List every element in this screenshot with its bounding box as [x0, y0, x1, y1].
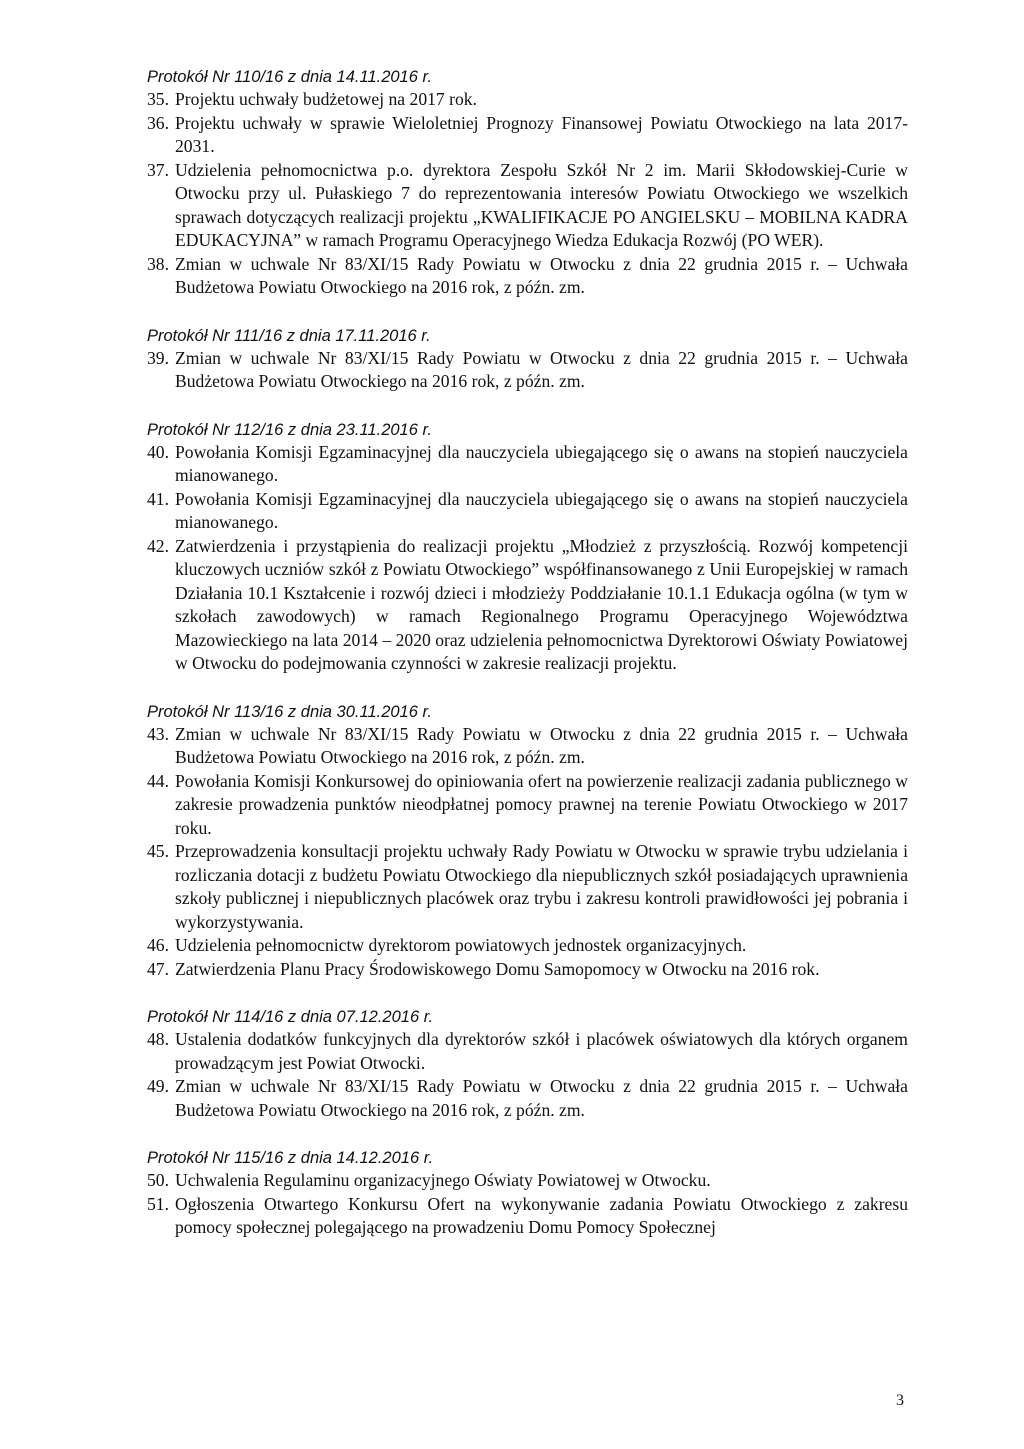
item-number: 51.: [147, 1193, 169, 1214]
item-text: Zmian w uchwale Nr 83/XI/15 Rady Powiatu w Otwocku z dnia 22 grudnia 2015 r. – Uchwała Budżetowa Powiatu Otwockiego na 2016 rok, z późn. zm.: [175, 347, 908, 391]
list-item: [147, 347, 908, 394]
item-text: Powołania Komisji Egzaminacyjnej dla nauczyciela ubiegającego się o awans na stopień nauczyciela mianowanego.: [175, 488, 908, 532]
item-text: Udzielenia pełnomocnictwa p.o. dyrektora Zespołu Szkół Nr 2 im. Marii Skłodowskiej-Curie w Otwocku przy ul. Pułaskiego 7 do reprezentowania interesów Powiatu Otwockiego we wszelkich sprawach dotyczących realizacji projektu „KWALIFIKACJE PO ANGIELSKU – MOBILNA KADRA EDUKACYJNA” w ramach Programu Operacyjnego Wiedza Edukacja Rozwój (PO WER).: [175, 159, 908, 250]
item-text: Zatwierdzenia i przystąpienia do realizacji projektu „Młodzież z przyszłością. Rozwój kompetencji kluczowych uczniów szkół z Powiatu Otwockiego” współfinansowanego z Unii Europejskiej w ramach Działania 10.1 Kształcenie i rozwój dzieci i młodzieży Poddziałanie 10.1.1 Edukacja ogólna (w tym w szkołach zawodowych) w ramach Regionalnego Programu Operacyjnego Województwa Mazowieckiego na lata 2014 – 2020 oraz udzielenia pełnomocnictwa Dyrektorowi Oświaty Powiatowej w Otwocku do podejmowania czynności w zakresie realizacji projektu.: [175, 535, 908, 673]
list-item: [147, 723, 908, 770]
list-item: [147, 1028, 908, 1075]
protocol-section: [147, 66, 908, 300]
list-item: [147, 1193, 908, 1240]
list-item: [147, 770, 908, 841]
item-text: Zatwierdzenia Planu Pracy Środowiskowego Domu Samopomocy w Otwocku na 2016 rok.: [175, 958, 820, 979]
list-item: [147, 112, 908, 159]
protocol-heading: Protokół Nr 112/16 z dnia 23.11.2016 r.: [147, 420, 432, 439]
protocol-heading: Protokół Nr 110/16 z dnia 14.11.2016 r.: [147, 68, 432, 86]
list-item: [147, 253, 908, 300]
item-text: Uchwalenia Regulaminu organizacyjnego Oświaty Powiatowej w Otwocku.: [175, 1170, 711, 1190]
list-item: [147, 535, 908, 676]
item-number: 42.: [147, 535, 169, 556]
protocol-heading: Protokół Nr 113/16 z dnia 30.11.2016 r.: [147, 702, 432, 721]
item-number: 37.: [147, 159, 169, 180]
item-number: 44.: [147, 770, 169, 791]
item-text: Ustalenia dodatków funkcyjnych dla dyrektorów szkół i placówek oświatowych dla których organem prowadzącym jest Powiat Otwocki.: [175, 1029, 908, 1073]
document-page: [147, 66, 908, 1265]
page-number: 3: [896, 1392, 904, 1409]
protocol-heading: Protokół Nr 111/16 z dnia 17.11.2016 r.: [147, 326, 431, 345]
item-number: 43.: [147, 723, 169, 744]
protocol-section: [147, 419, 908, 676]
protocol-heading: Protokół Nr 114/16 z dnia 07.12.2016 r.: [147, 1008, 434, 1026]
item-text: Ogłoszenia Otwartego Konkursu Ofert na wykonywanie zadania Powiatu Otwockiego z zakresu pomocy społecznej polegającego na prowadzeniu Domu Pomocy Społecznej: [175, 1193, 908, 1237]
protocol-section: [147, 1147, 908, 1240]
list-item: [147, 441, 908, 488]
item-number: 47.: [147, 958, 169, 979]
item-text: Zmian w uchwale Nr 83/XI/15 Rady Powiatu w Otwocku z dnia 22 grudnia 2015 r. – Uchwała Budżetowa Powiatu Otwockiego na 2016 rok, z późn. zm.: [175, 723, 908, 767]
item-text: Przeprowadzenia konsultacji projektu uchwały Rady Powiatu w Otwocku w sprawie trybu udzielania i rozliczania dotacji z budżetu Powiatu Otwockiego dla niepublicznych szkół posiadających uprawnienia szkoły publicznej i niepublicznych placówek oraz trybu i zakresu kontroli prawidłowości jej pobrania i wykorzystywania.: [175, 841, 908, 932]
item-text: Powołania Komisji Egzaminacyjnej dla nauczyciela ubiegającego się o awans na stopień nauczyciela mianowanego.: [175, 441, 908, 485]
item-number: 39.: [147, 347, 169, 368]
item-number: 50.: [147, 1170, 169, 1190]
list-item: [147, 1169, 908, 1193]
list-item: [147, 159, 908, 253]
protocol-heading: Protokół Nr 115/16 z dnia 14.12.2016 r.: [147, 1149, 434, 1167]
item-text: Powołania Komisji Konkursowej do opiniowania ofert na powierzenie realizacji zadania publicznego w zakresie prowadzenia punktów nieodpłatnej pomocy prawnej na terenie Powiatu Otwockiego w 2017 roku.: [175, 770, 908, 838]
list-item: [147, 1075, 908, 1122]
item-number: 49.: [147, 1076, 169, 1096]
item-text: Udzielenia pełnomocnictw dyrektorom powiatowych jednostek organizacyjnych.: [175, 935, 747, 955]
item-text: Zmian w uchwale Nr 83/XI/15 Rady Powiatu w Otwocku z dnia 22 grudnia 2015 r. – Uchwała Budżetowa Powiatu Otwockiego na 2016 rok, z późn. zm.: [175, 253, 908, 297]
item-number: 40.: [147, 441, 169, 462]
item-number: 38.: [147, 253, 169, 274]
protocol-section: [147, 1006, 908, 1122]
list-item: [147, 934, 908, 958]
item-number: 36.: [147, 112, 169, 133]
list-item: [147, 958, 908, 982]
item-number: 48.: [147, 1029, 169, 1049]
item-number: 41.: [147, 488, 169, 509]
list-item: [147, 488, 908, 535]
list-item: [147, 840, 908, 934]
protocol-section: [147, 701, 908, 982]
item-text: Zmian w uchwale Nr 83/XI/15 Rady Powiatu w Otwocku z dnia 22 grudnia 2015 r. – Uchwała Budżetowa Powiatu Otwockiego na 2016 rok, z późn. zm.: [175, 1076, 908, 1120]
item-number: 46.: [147, 935, 169, 955]
protocol-section: [147, 325, 908, 394]
item-text: Projektu uchwały w sprawie Wieloletniej Prognozy Finansowej Powiatu Otwockiego na lata 2017-2031.: [175, 112, 908, 156]
item-number: 35.: [147, 89, 169, 109]
list-item: [147, 88, 908, 112]
item-text: Projektu uchwały budżetowej na 2017 rok.: [175, 89, 477, 109]
item-number: 45.: [147, 841, 169, 861]
